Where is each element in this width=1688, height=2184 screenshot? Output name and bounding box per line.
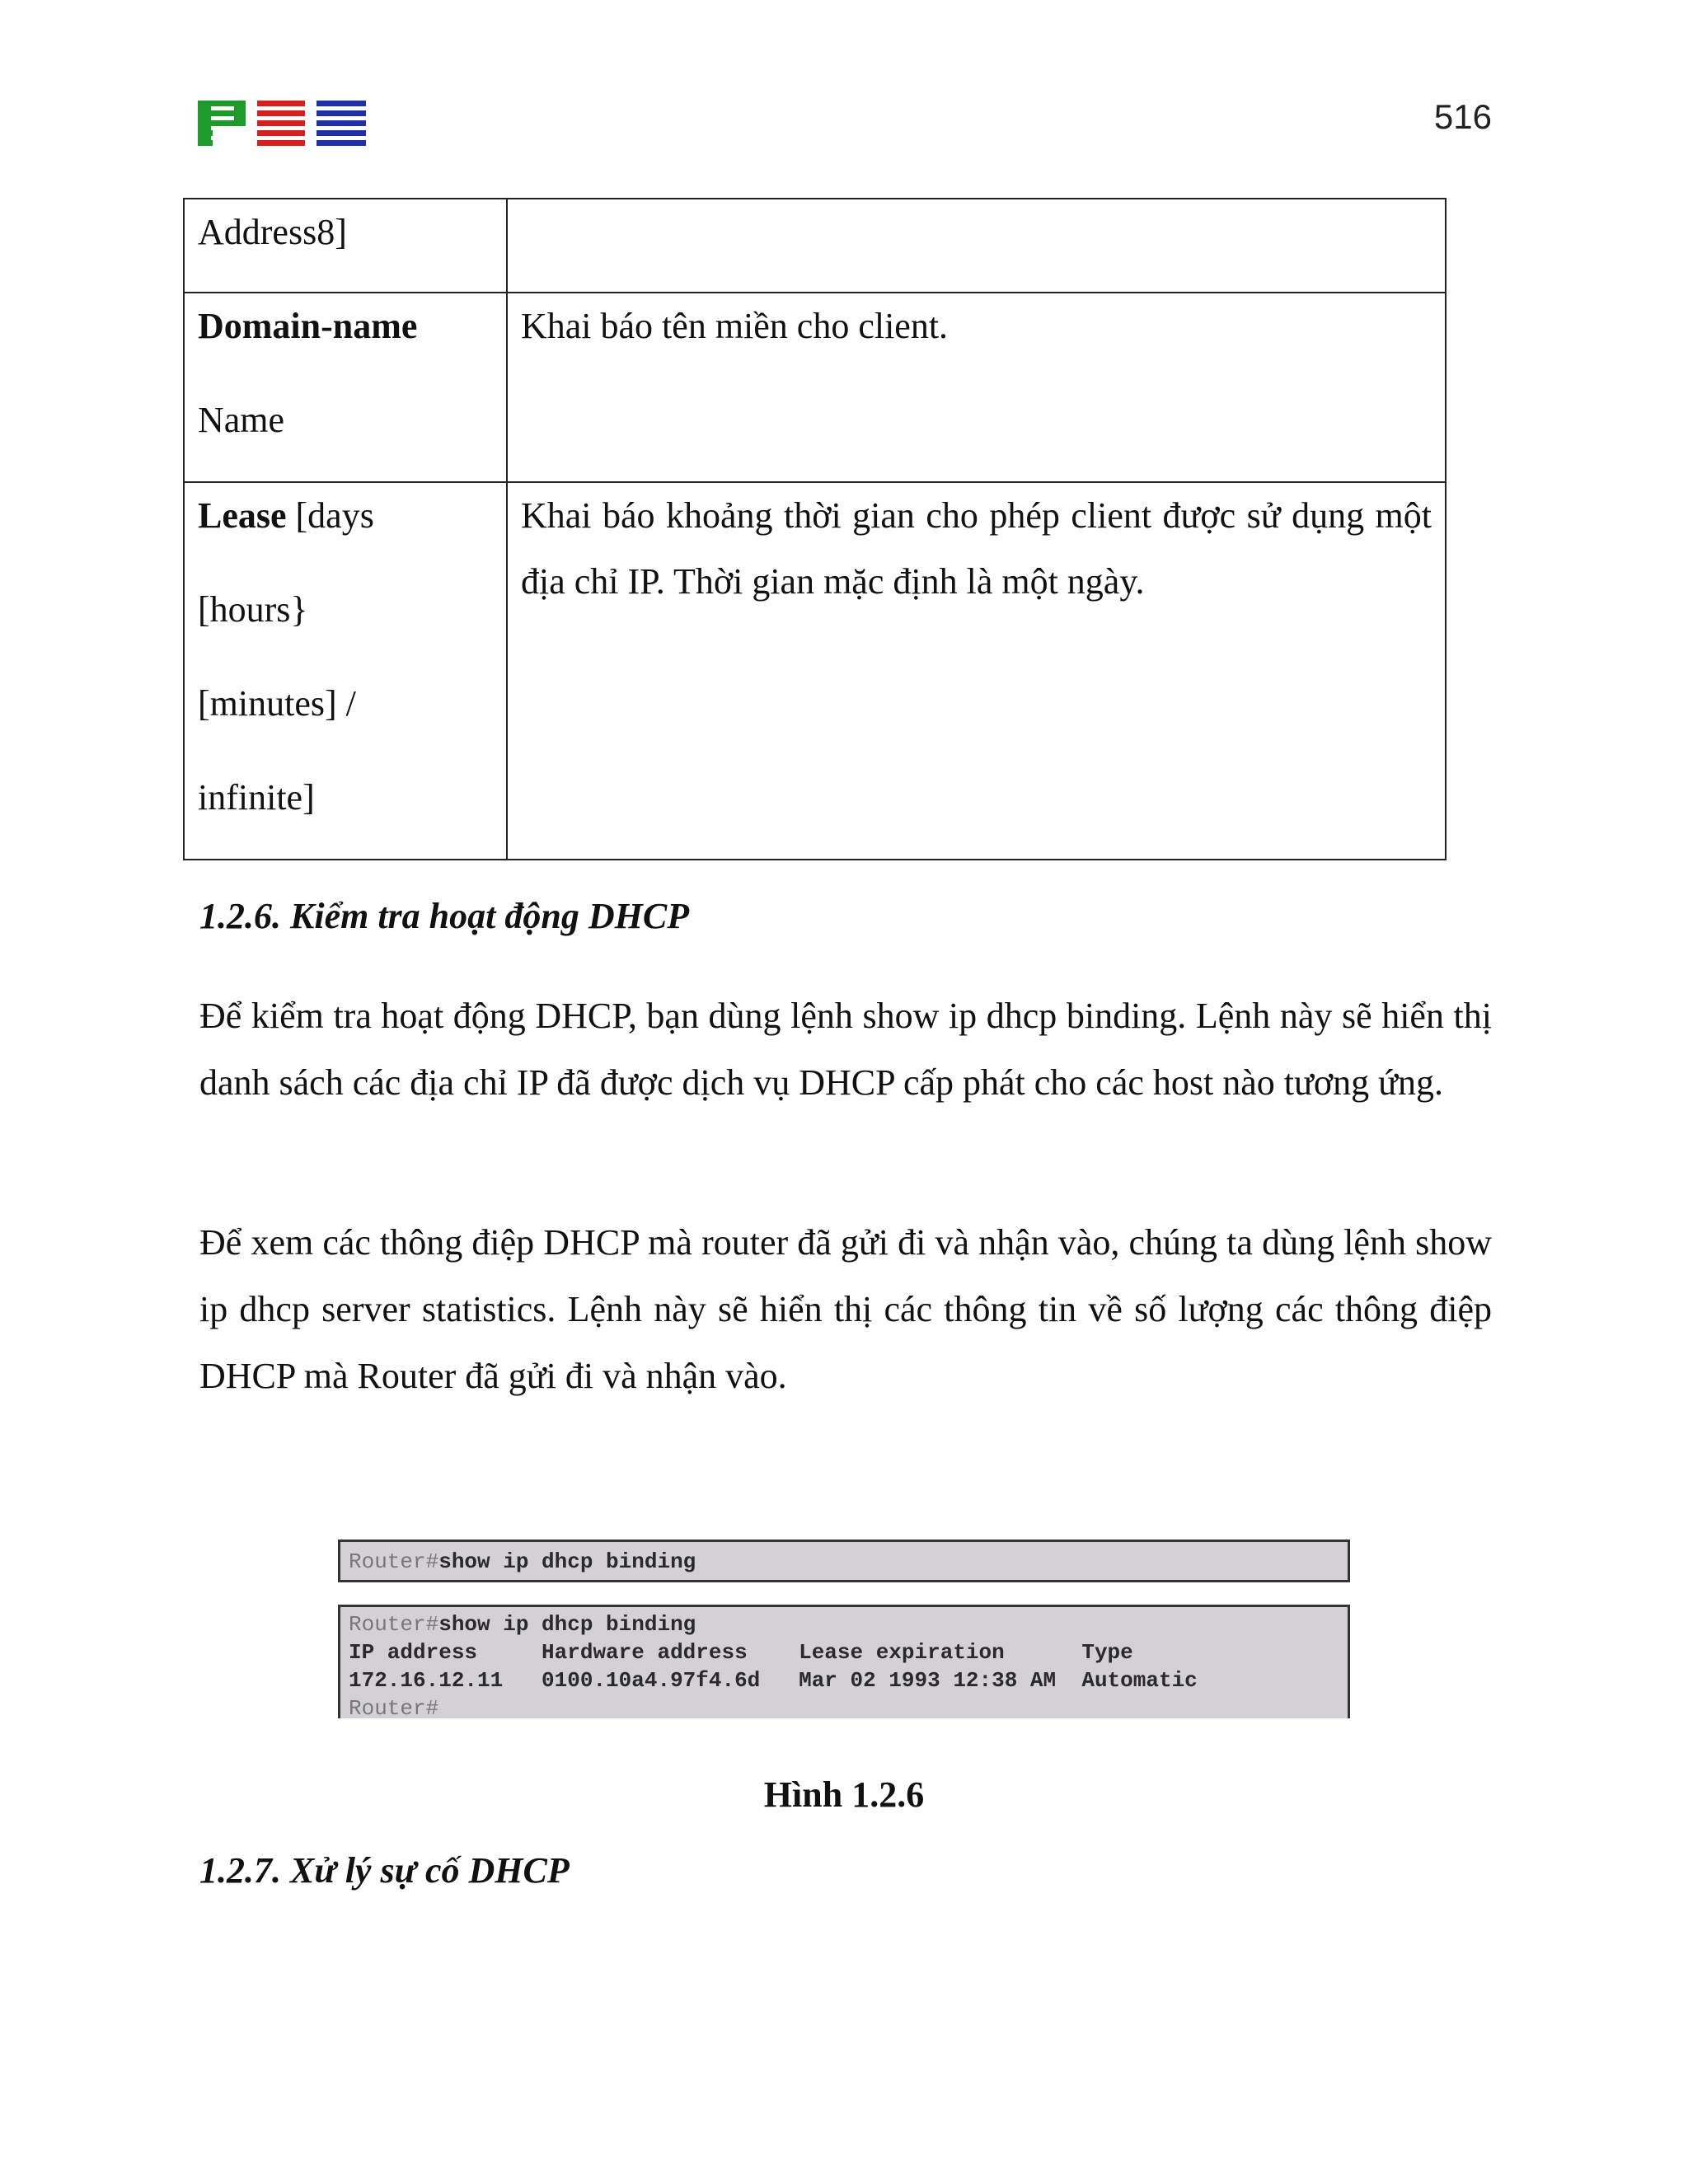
param-cell [184, 199, 507, 293]
terminal-output-box [338, 1605, 1350, 1718]
parameter-table [183, 198, 1447, 860]
terminal-prompt: Router# [349, 1696, 439, 1718]
logo-text: PNH [282, 129, 284, 130]
param-keyword: Domain-name [198, 306, 418, 346]
terminal-data-line: 172.16.12.11 0100.10a4.97f4.6d Mar 02 1993 12:38 AM Automatic [349, 1668, 1198, 1693]
param-line: infinite] [198, 777, 315, 818]
terminal-command: show ip dhcp binding [438, 1612, 696, 1637]
terminal-prompt: Router# [349, 1612, 439, 1637]
logo-letter-n [257, 101, 305, 146]
param-text: [days [286, 495, 374, 536]
figure-caption: Hình 1.2.6 [763, 1774, 925, 1815]
table-row [184, 482, 1446, 860]
table-row [184, 293, 1446, 482]
description-cell: Khai báo tên miền cho client. [507, 293, 1446, 482]
section-heading: 1.2.6. Kiểm tra hoạt động DHCP [199, 896, 690, 936]
terminal-command: show ip dhcp binding [438, 1549, 696, 1574]
terminal-line [349, 1610, 1339, 1638]
param-line: Address8] [198, 212, 347, 252]
param-keyword: Lease [198, 495, 287, 536]
page-number: 516 [1433, 97, 1492, 136]
pnh-logo [198, 101, 366, 147]
param-cell [184, 293, 507, 482]
logo-letter-p [198, 101, 246, 146]
terminal-command-box [338, 1540, 1350, 1582]
paragraph: Để xem các thông điệp DHCP mà router đã gửi đi và nhận vào, chúng ta dùng lệnh show ip dhcp server statistics. Lệnh này sẽ hiển thị các thông tin về số lượng các thông điệp DHCP mà Router đã gửi đi và nhận vào. [199, 1222, 1492, 1396]
param-line: Name [198, 400, 285, 440]
logo-letter-h [316, 101, 366, 146]
param-line: [hours} [198, 589, 308, 630]
param-line [198, 293, 493, 387]
param-cell [184, 482, 507, 860]
param-line: [minutes] / [198, 683, 356, 724]
terminal-line [349, 1545, 1339, 1578]
description-cell: Khai báo khoảng thời gian cho phép client được sử dụng một địa chỉ IP. Thời gian mặc định là một ngày. [507, 482, 1446, 860]
terminal-header-line: IP address Hardware address Lease expiration Type [349, 1640, 1133, 1665]
paragraph: Để kiểm tra hoạt động DHCP, bạn dùng lệnh show ip dhcp binding. Lệnh này sẽ hiển thị danh sách các địa chỉ IP đã được dịch vụ DHCP cấp phát cho các host nào tương ứng. [199, 996, 1492, 1103]
param-line [198, 483, 493, 577]
section-heading: 1.2.7. Xử lý sự cố DHCP [199, 1850, 570, 1891]
terminal-prompt: Router# [349, 1549, 439, 1574]
description-cell [507, 199, 1446, 293]
table-row [184, 199, 1446, 293]
